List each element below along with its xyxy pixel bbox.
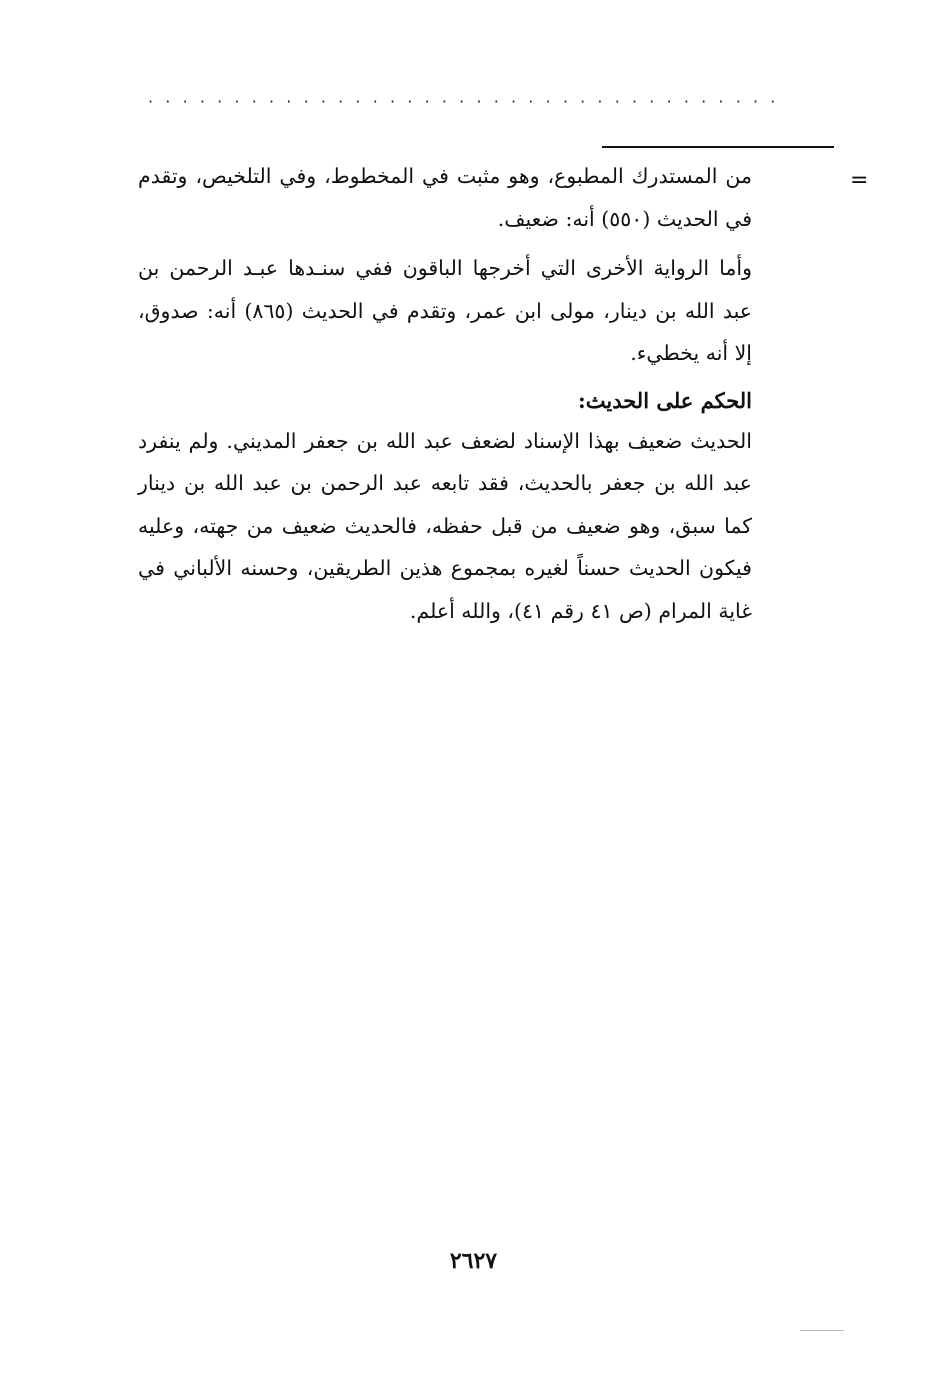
ruling-paragraph: الحديث ضعيف بهذا الإسناد لضعف عبد الله بن جعفر المديني. ولم ينفرد عبد الله بن جعفر بالحديث، فقد تابعه عبد الرحمن بن عبد الله بن دينار كما سبق، وهو ضعيف من قبل حفظه، فالحديث ضعيف من جهته، وعليه فيكون الحديث حسناً لغيره بمجموع هذين الطريقين، وحسنه الألباني في غاية المرام (ص ٤١ رقم ٤١)، والله أعلم. [138, 428, 752, 623]
scan-edge-mark [800, 1330, 844, 1331]
footnote-rule [602, 146, 834, 148]
page-number: ٢٦٢٧ [449, 1248, 498, 1274]
section-heading: الحكم على الحديث: [578, 387, 752, 413]
continuation-mark: = [850, 168, 869, 193]
footnote-continuation-paragraph: من المستدرك المطبوع، وهو مثبت في المخطوط، وفي التلخيص، وتقدم في الحديث (٥٥٠) أنه: ضعيف. [138, 164, 752, 231]
other-narration-paragraph: وأما الرواية الأخرى التي أخرجها الباقون ففي سنـدها عبـد الرحمن بن عبد الله بن دينار، مولى ابن عمر، وتقدم في الحديث (٨٦٥) أنه: صدوق، إلا أنه يخطيء. [138, 256, 752, 365]
page-body [138, 155, 752, 639]
dotted-separator: ····································· [148, 92, 788, 110]
